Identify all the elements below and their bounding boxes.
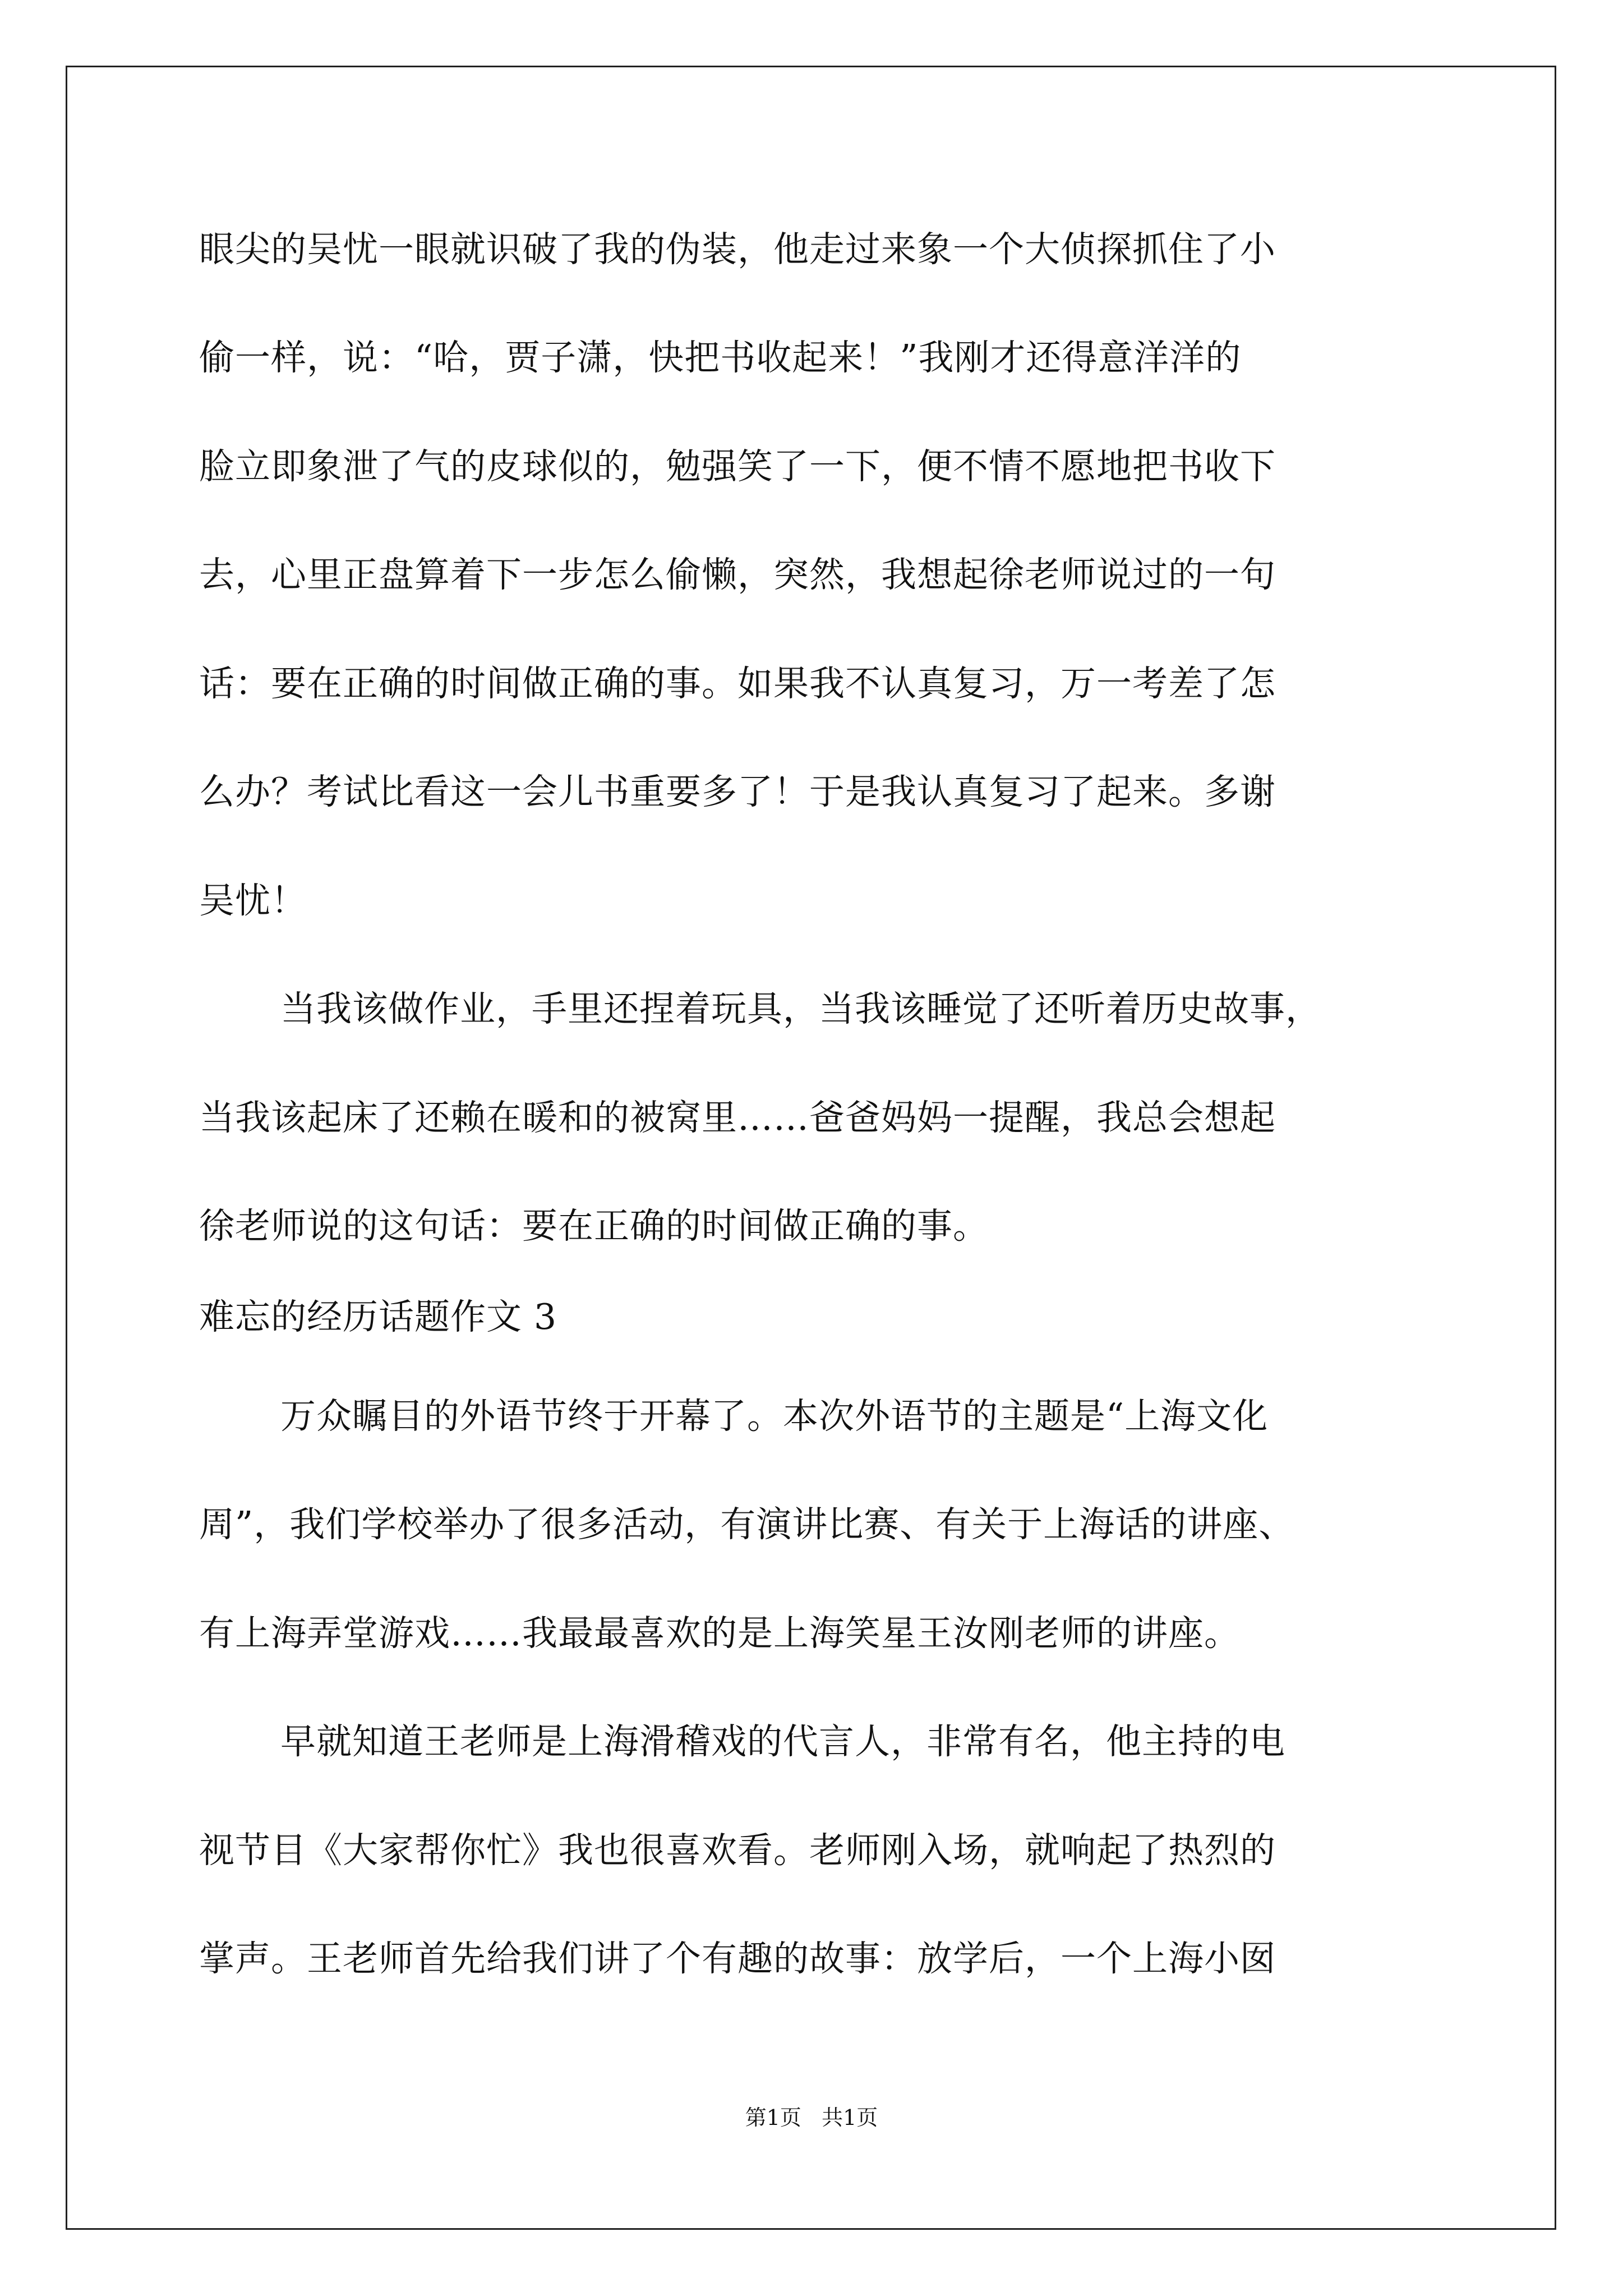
text-line: 眼尖的吴忧一眼就识破了我的伪装，他走过来象一个大侦探抓住了小 [199,229,1276,270]
text-line: 徐老师说的这句话：要在正确的时间做正确的事。 [199,1205,989,1246]
text-line: 么办？考试比看这一会儿书重要多了！于是我认真复习了起来。多谢 [199,771,1276,812]
text-line: 吴忧！ [199,880,307,921]
text-line: 周”，我们学校举办了很多活动，有演讲比赛、有关于上海话的讲座、 [199,1504,1295,1545]
text-line: 早就知道王老师是上海滑稽戏的代言人，非常有名，他主持的电 [280,1721,1285,1762]
text-line: 去，心里正盘算着下一步怎么偷懒，突然，我想起徐老师说过的一句 [199,554,1276,595]
text-line: 偷一样，说：“哈，贾子潇，快把书收起来！”我刚才还得意洋洋的 [199,337,1242,378]
text-line: 有上海弄堂游戏……我最最喜欢的是上海笑星王汝刚老师的讲座。 [199,1613,1240,1654]
text-line: 视节目《大家帮你忙》我也很喜欢看。老师刚入场，就响起了热烈的 [199,1830,1276,1871]
page-border [66,66,1556,2230]
text-line: 话：要在正确的时间做正确的事。如果我不认真复习，万一考差了怎 [199,663,1276,704]
text-line: 当我该起床了还赖在暖和的被窝里……爸爸妈妈一提醒，我总会想起 [199,1097,1276,1138]
page-footer: 第1页 共1页 [745,2105,878,2130]
text-line: 当我该做作业，手里还捏着玩具，当我该睡觉了还听着历史故事， [280,988,1321,1029]
text-line: 脸立即象泄了气的皮球似的，勉强笑了一下，便不情不愿地把书收下 [199,446,1276,487]
text-line: 万众瞩目的外语节终于开幕了。本次外语节的主题是“上海文化 [280,1396,1269,1437]
text-line: 掌声。王老师首先给我们讲了个有趣的故事：放学后，一个上海小囡 [199,1938,1276,1979]
section-heading: 难忘的经历话题作文 3 [199,1296,557,1337]
